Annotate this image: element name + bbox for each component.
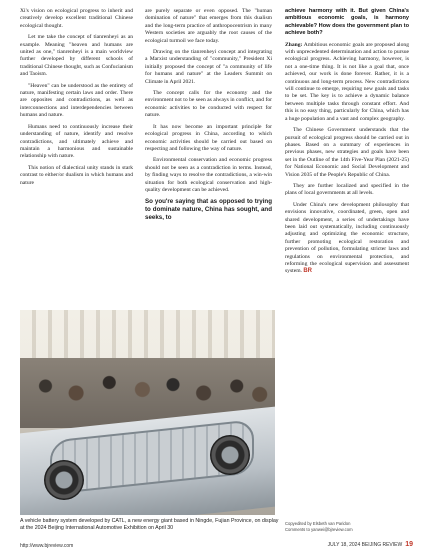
footer-url[interactable]: http://www.bjreview.com xyxy=(20,543,74,549)
paragraph: Drawing on the tianrenheyi concept and integrating a Marxist understanding of "community," President Xi initially proposed the concept of "a community of life for humans and nature" at the Leaders Summit on Climate in April 2021. xyxy=(145,49,272,85)
photo-caption: A vehicle battery system developed by CATL, a new energy giant based in Ningde, Fujian Province, on display at the 2024 Beijing International Automotive Exhibition on April 30 xyxy=(20,518,279,531)
paragraph: Let me take the concept of tianrenheyi as an example. Meaning "heaven and humans are united as one," tianrenheyi is a main worldview further developed by different schools of traditional Chinese thought, such as Confucianism and Taoism. xyxy=(20,34,133,78)
paragraph: are purely separate or even opposed. The "human domination of nature" that emerges from this dualism and the long-term practice of anthropocentrism in many Western societies are arguably the root causes of the ecological turmoil we face today. xyxy=(145,8,272,44)
credits xyxy=(285,521,409,532)
issue-text: JULY 18, 2024 BEIJING REVIEW xyxy=(327,542,403,548)
paragraph: Environmental conservation and economic progress should not be seen as a contradiction in terms. Instead, by finding ways to resolve the contradictions, a win-win situation for both ecological conservation and high-quality development can be achieved. xyxy=(145,157,272,193)
paragraph: This notion of dialectical unity stands in stark contrast to either/or dualism in which humans and nature xyxy=(20,164,133,186)
article-column-1 xyxy=(20,8,133,191)
wheel xyxy=(44,460,84,500)
paragraph xyxy=(285,42,409,123)
page-number: 19 xyxy=(405,541,413,548)
comments-contact: Comments to yanwei@bjreview.com xyxy=(285,526,353,532)
article-column-2 xyxy=(145,8,272,226)
paragraph: Xi's vision on ecological progress to inherit and creatively develop excellent traditional Chinese ecological thought. xyxy=(20,8,133,29)
paragraph-text: Under China's new development philosophy that envisions innovative, coordinated, green, open and shared development, a series of undertakings have been laid out systematically, including continuously adjusting and optimizing the economic structure, further promoting ecological restoration and prevention of pollution, formulating stricter laws and regulations on environmental protection, and reforming the ecological supervision and assessment system. xyxy=(285,201,409,275)
article-photo xyxy=(20,310,275,515)
answer-text: Ambitious economic goals are proposed along with unprecedented determination and action to pursue ecological progress. Achieving harmony, however, is not a one-time thing. It is not like a goal that, once achieved, our work is done forever. Rather, it is a continuous and long-term process. New contradictions will continue to emerge, requiring new goals and tasks to be set. The key is to achieve a dynamic balance between multiple tasks through constant effort. And this is no easy thing, particularly for China, which has a huge population and a vast and complex geography. xyxy=(285,41,409,122)
copyeditor-credit: Copyedited by Elsbeth van Paridon xyxy=(285,521,351,526)
answer-label: Zhang: xyxy=(285,41,303,48)
paragraph: The Chinese Government understands that the pursuit of ecological progress should be carried out in phases. Based on a summary of experiences in previous phases, new strategies and goals have been set in the Outline of the 14th Five-Year Plan (2021-25) for National Economic and Social Development and Vision 2035 of the People's Republic of China. xyxy=(285,127,409,178)
paragraph: It has now become an important principle for ecological progress in China, according to which economic activities should be carried out based on respecting and following the way of nature. xyxy=(145,123,272,152)
wheel xyxy=(210,435,250,475)
end-mark: BR xyxy=(303,268,313,275)
article-column-3 xyxy=(285,8,409,280)
paragraph: Humans need to continuously increase their understanding of nature, identify and resolve contradictions, and ultimately achieve and maintain a harmonious and sustainable relationship with nature. xyxy=(20,123,133,160)
footer-issue xyxy=(328,541,413,548)
paragraph: The concept calls for the economy and the environment not to be seen as always in conflict, and for economic activities to be conducted with respect for nature. xyxy=(145,90,272,119)
paragraph xyxy=(285,202,409,276)
paragraph: They are further localized and specified in the plans of local governments at all levels. xyxy=(285,182,409,197)
paragraph: "Heaven" can be understood as the entirety of nature, manifesting certain laws and order. There are opposites and contradictions, as well as interconnections and interdependencies between humans and nature. xyxy=(20,82,133,119)
interview-question: achieve harmony with it. But given China's ambitious economic goals, is harmony achievable? How does the government plan to achieve both? xyxy=(285,8,409,37)
interview-question: So you're saying that as opposed to trying to dominate nature, China has sought, and seeks, to xyxy=(145,198,272,222)
